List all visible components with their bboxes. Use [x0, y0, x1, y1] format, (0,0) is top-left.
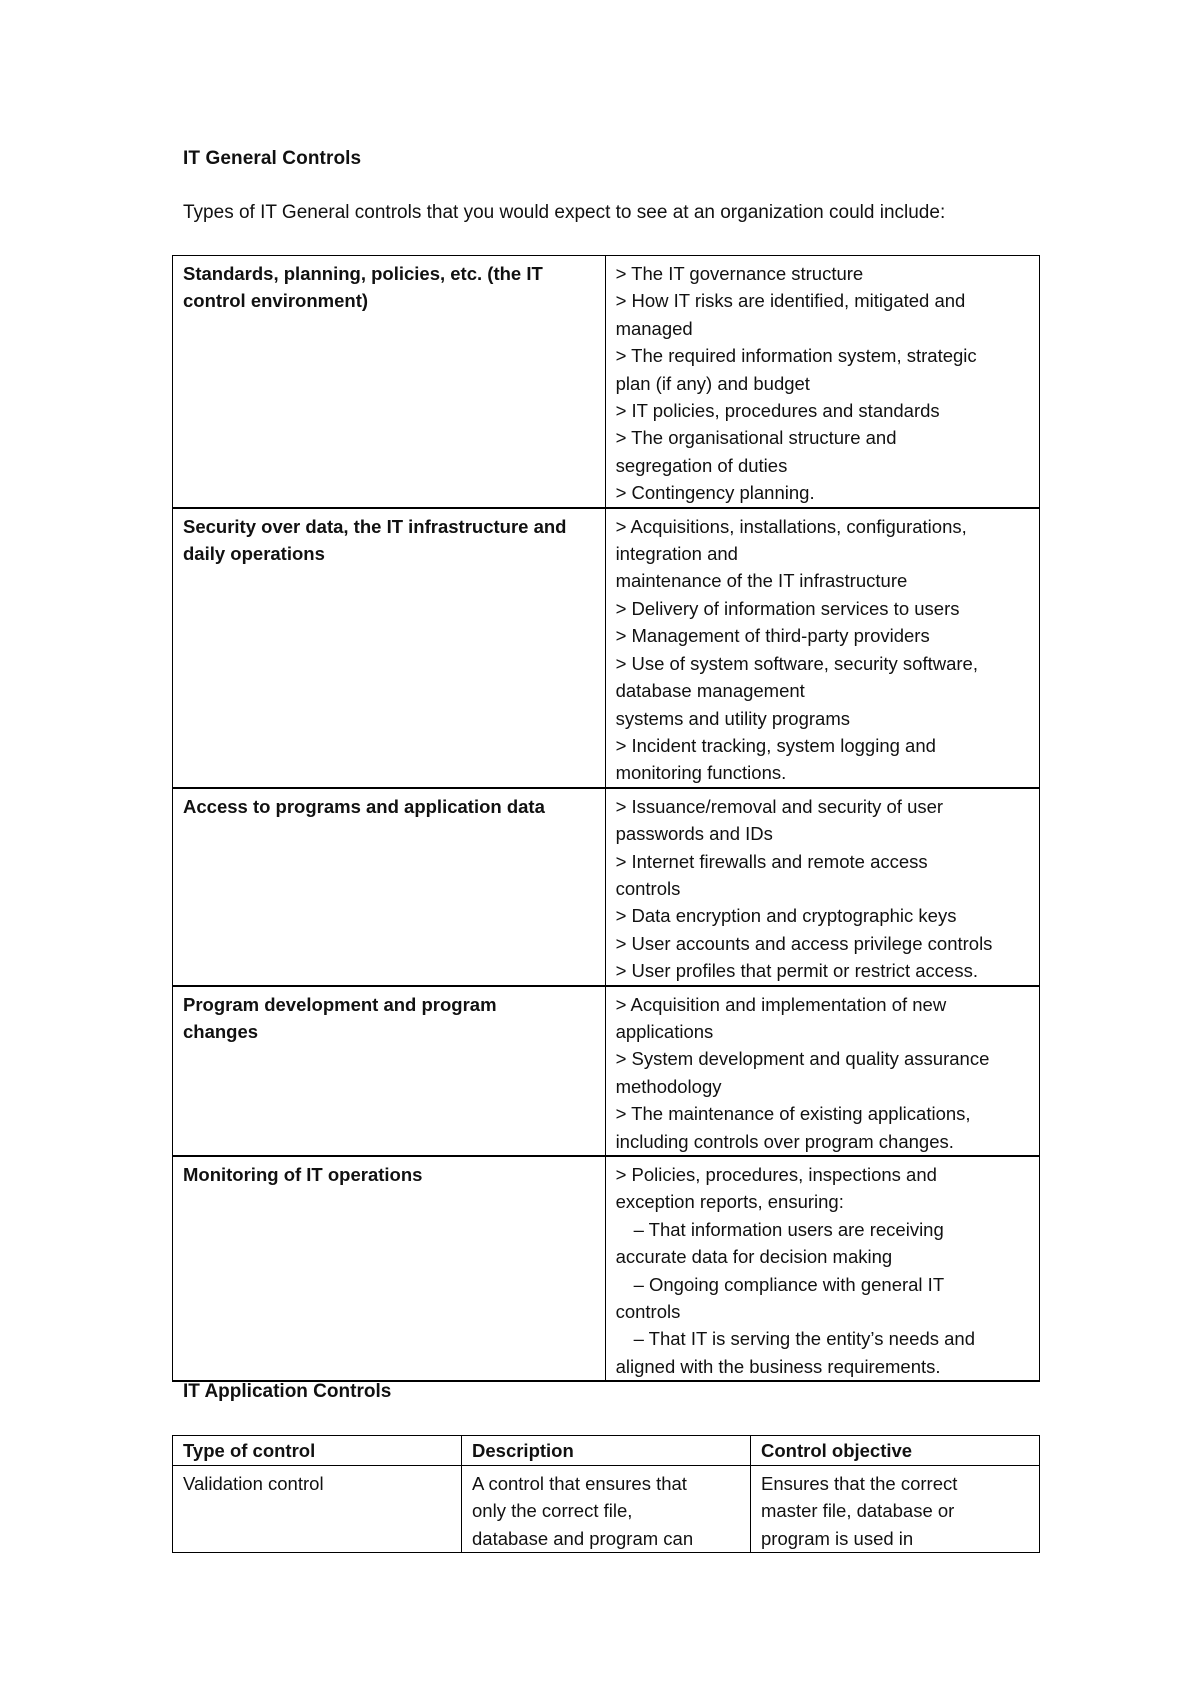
- category-text-line: Access to programs and application data: [183, 795, 545, 817]
- section-title-application-controls: IT Application Controls: [183, 1381, 392, 1402]
- control-item-line: > The organisational structure and: [615, 427, 897, 449]
- category-text-line: control environment): [183, 290, 369, 312]
- control-item-line: > Internet firewalls and remote access: [615, 850, 928, 872]
- category-text-line: daily operations: [183, 543, 325, 565]
- cell-text-line: database and program can: [472, 1527, 694, 1549]
- control-item-line: > The maintenance of existing applications,: [615, 1103, 971, 1125]
- control-items-cell: [605, 986, 1039, 1156]
- control-item-line: systems and utility programs: [615, 707, 850, 729]
- table-row: [173, 508, 1040, 788]
- table-row: [173, 788, 1040, 986]
- cell-text-line: Ensures that the correct: [761, 1473, 958, 1494]
- section-title-general-controls: IT General Controls: [183, 148, 362, 169]
- control-item-line: > User accounts and access privilege controls: [615, 932, 993, 954]
- table-header-row: [173, 1436, 1040, 1466]
- control-item-line: – That information users are receiving: [633, 1218, 944, 1240]
- control-item-line: controls: [615, 1301, 681, 1323]
- control-item-line: > Management of third-party providers: [615, 625, 930, 647]
- control-item-line: controls: [615, 877, 681, 899]
- header-type-of-control: Type of control: [173, 1436, 462, 1466]
- control-item-line: integration and: [615, 543, 738, 565]
- intro-paragraph: Types of IT General controls that you would expect to see at an organization could include:: [183, 202, 946, 223]
- control-item-line: > Use of system software, security software,: [615, 652, 978, 674]
- control-item-line: methodology: [615, 1075, 722, 1097]
- control-items-cell: [605, 256, 1039, 508]
- category-text-line: Standards, planning, policies, etc. (the IT: [183, 263, 543, 284]
- table-row: [173, 986, 1040, 1156]
- cell-text-line: A control that ensures that: [472, 1473, 687, 1494]
- control-item-line: > The required information system, strategic: [615, 345, 977, 367]
- cell-text-line: Validation control: [183, 1473, 324, 1494]
- category-text-line: Program development and program: [183, 993, 497, 1015]
- table-row: [173, 1466, 1040, 1553]
- control-item-line: plan (if any) and budget: [615, 372, 810, 394]
- control-item-line: > Data encryption and cryptographic keys: [615, 905, 957, 927]
- control-item-line: > Issuance/removal and security of user: [615, 795, 944, 817]
- category-text-line: changes: [183, 1020, 259, 1042]
- table-row: [173, 1156, 1040, 1381]
- control-item-line: applications: [615, 1020, 714, 1042]
- control-item-line: > Contingency planning.: [615, 482, 815, 504]
- control-item-line: passwords and IDs: [615, 823, 773, 845]
- control-item-line: > Policies, procedures, inspections and: [615, 1164, 937, 1185]
- control-item-line: – Ongoing compliance with general IT: [633, 1273, 945, 1295]
- control-item-line: aligned with the business requirements.: [615, 1355, 941, 1377]
- control-item-line: exception reports, ensuring:: [615, 1191, 844, 1213]
- control-item-line: > The IT governance structure: [615, 263, 864, 284]
- control-item-line: monitoring functions.: [615, 762, 787, 784]
- general-controls-table: [172, 255, 1040, 1382]
- control-category-cell: [173, 1156, 606, 1381]
- control-item-line: > IT policies, procedures and standards: [615, 400, 940, 422]
- control-category-cell: [173, 508, 606, 788]
- control-item-line: database management: [615, 680, 805, 702]
- cell-text-line: program is used in: [761, 1527, 914, 1549]
- control-item-line: > Incident tracking, system logging and: [615, 734, 936, 756]
- type-of-control-cell: [173, 1466, 462, 1553]
- control-category-cell: [173, 986, 606, 1156]
- control-category-cell: [173, 256, 606, 508]
- application-controls-table: [172, 1435, 1040, 1553]
- cell-text-line: master file, database or: [761, 1500, 955, 1522]
- control-item-line: managed: [615, 317, 693, 339]
- control-items-cell: [605, 508, 1039, 788]
- cell-text-line: only the correct file,: [472, 1500, 633, 1522]
- control-item-line: > Delivery of information services to users: [615, 597, 960, 619]
- control-item-line: > Acquisition and implementation of new: [615, 993, 947, 1015]
- control-item-line: accurate data for decision making: [615, 1246, 893, 1268]
- header-description: Description: [462, 1436, 751, 1466]
- control-item-line: > How IT risks are identified, mitigated and: [615, 290, 966, 312]
- control-item-line: – That IT is serving the entity’s needs and: [633, 1328, 975, 1350]
- control-category-cell: [173, 788, 606, 986]
- category-text-line: Monitoring of IT operations: [183, 1164, 423, 1185]
- control-item-line: segregation of duties: [615, 454, 788, 476]
- category-text-line: Security over data, the IT infrastructure and: [183, 515, 567, 537]
- control-objective-cell: [751, 1466, 1040, 1553]
- control-item-line: > User profiles that permit or restrict access.: [615, 960, 978, 982]
- table-row: [173, 256, 1040, 508]
- header-control-objective: Control objective: [751, 1436, 1040, 1466]
- control-item-line: maintenance of the IT infrastructure: [615, 570, 908, 592]
- control-item-line: including controls over program changes.: [615, 1130, 954, 1152]
- control-items-cell: [605, 1156, 1039, 1381]
- control-item-line: > Acquisitions, installations, configurations,: [615, 515, 967, 537]
- control-items-cell: [605, 788, 1039, 986]
- control-item-line: > System development and quality assurance: [615, 1048, 990, 1070]
- description-cell: [462, 1466, 751, 1553]
